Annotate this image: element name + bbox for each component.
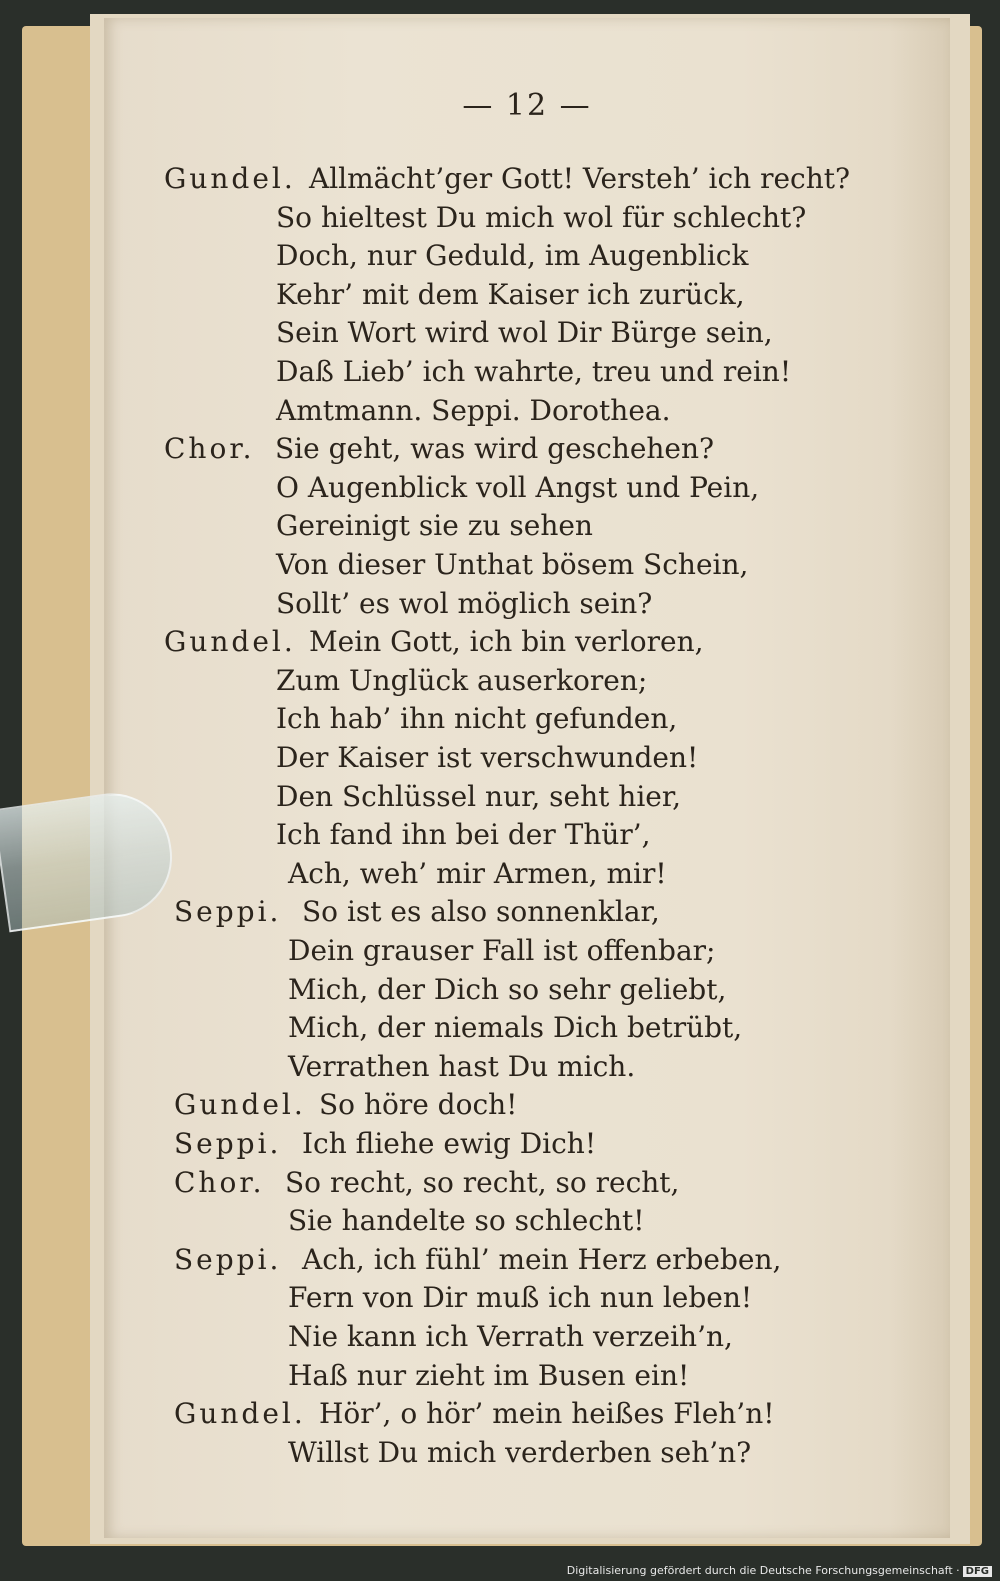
verse-line: Von dieser Unthat bösem Schein, xyxy=(276,548,749,581)
verse-line: Mein Gott, ich bin verloren, xyxy=(309,625,704,659)
dfg-logo: DFG xyxy=(963,1566,992,1577)
verse-line: Der Kaiser ist verschwunden! xyxy=(276,741,699,774)
verse-line: Dein grauser Fall ist offenbar; xyxy=(288,934,716,967)
verse-line: Sein Wort wird wol Dir Bürge sein, xyxy=(276,316,773,350)
speaker-name: Seppi. xyxy=(174,895,282,929)
verse-line: Allmächt’ger Gott! Versteh’ ich recht? xyxy=(309,162,851,195)
speaker-name: Gundel. xyxy=(174,1088,306,1122)
verse-line: Den Schlüssel nur, seht hier, xyxy=(276,779,682,813)
verse-line: Verrathen hast Du mich. xyxy=(288,1049,636,1083)
speaker-name: Chor. xyxy=(164,432,255,466)
speaker-name: Gundel. xyxy=(164,625,296,659)
verse-line: Gereinigt sie zu sehen xyxy=(276,509,593,543)
verse-line: Kehr’ mit dem Kaiser ich zurück, xyxy=(276,277,745,311)
verse-line: Sollt’ es wol möglich sein? xyxy=(276,586,653,620)
verse-line: Haß nur zieht im Busen ein! xyxy=(288,1358,690,1392)
speaker-name: Gundel. xyxy=(164,162,296,195)
verse-line: Doch, nur Geduld, im Augenblick xyxy=(276,239,749,273)
verse-line: Mich, der niemals Dich betrübt, xyxy=(288,1011,743,1045)
verse-line: Zum Unglück auserkoren; xyxy=(276,663,648,697)
verse-line: So hieltest Du mich wol für schlecht? xyxy=(276,200,807,234)
verse-line: Ich fliehe ewig Dich! xyxy=(302,1127,597,1160)
book-page xyxy=(104,18,950,1538)
verse-line: Ich fand ihn bei der Thür’, xyxy=(276,818,651,852)
verse-line: Mich, der Dich so sehr geliebt, xyxy=(288,972,727,1006)
verse-line: So ist es also sonnenklar, xyxy=(302,895,660,929)
speaker-name: Seppi. xyxy=(174,1242,282,1276)
verse-line: Sie geht, was wird geschehen? xyxy=(275,432,715,466)
speaker-name: Seppi. xyxy=(174,1127,282,1160)
verse-line: Nie kann ich Verrath verzeih’n, xyxy=(288,1320,733,1353)
footer-credit xyxy=(567,1564,992,1577)
verse-line: Ach, weh’ mir Armen, mir! xyxy=(288,856,667,890)
verse-line: So höre doch! xyxy=(319,1088,518,1122)
verse-line: Daß Lieb’ ich wahrte, treu und rein! xyxy=(276,355,792,388)
verse-line: Amtmann. Seppi. Dorothea. xyxy=(276,393,671,427)
verse-line: Fern von Dir muß ich nun leben! xyxy=(288,1281,753,1315)
page-number: — 12 — xyxy=(462,88,592,123)
verse-line: Ich hab’ ihn nicht gefunden, xyxy=(276,702,678,736)
page-shadow xyxy=(890,18,950,1538)
speaker-name: Gundel. xyxy=(174,1397,306,1431)
speaker-name: Chor. xyxy=(174,1165,265,1199)
credit-text: Digitalisierung gefördert durch die Deutsche Forschungsgemeinschaft · xyxy=(566,1564,960,1577)
verse-line: So recht, so recht, so recht, xyxy=(285,1165,680,1199)
verse-line: Ach, ich fühl’ mein Herz erbeben, xyxy=(302,1242,782,1276)
verse-line: O Augenblick voll Angst und Pein, xyxy=(276,470,760,504)
verse-line: Willst Du mich verderben seh’n? xyxy=(288,1435,752,1469)
verse-line: Sie handelte so schlecht! xyxy=(288,1204,645,1238)
verse-line: Hör’, o hör’ mein heißes Fleh’n! xyxy=(319,1397,775,1431)
